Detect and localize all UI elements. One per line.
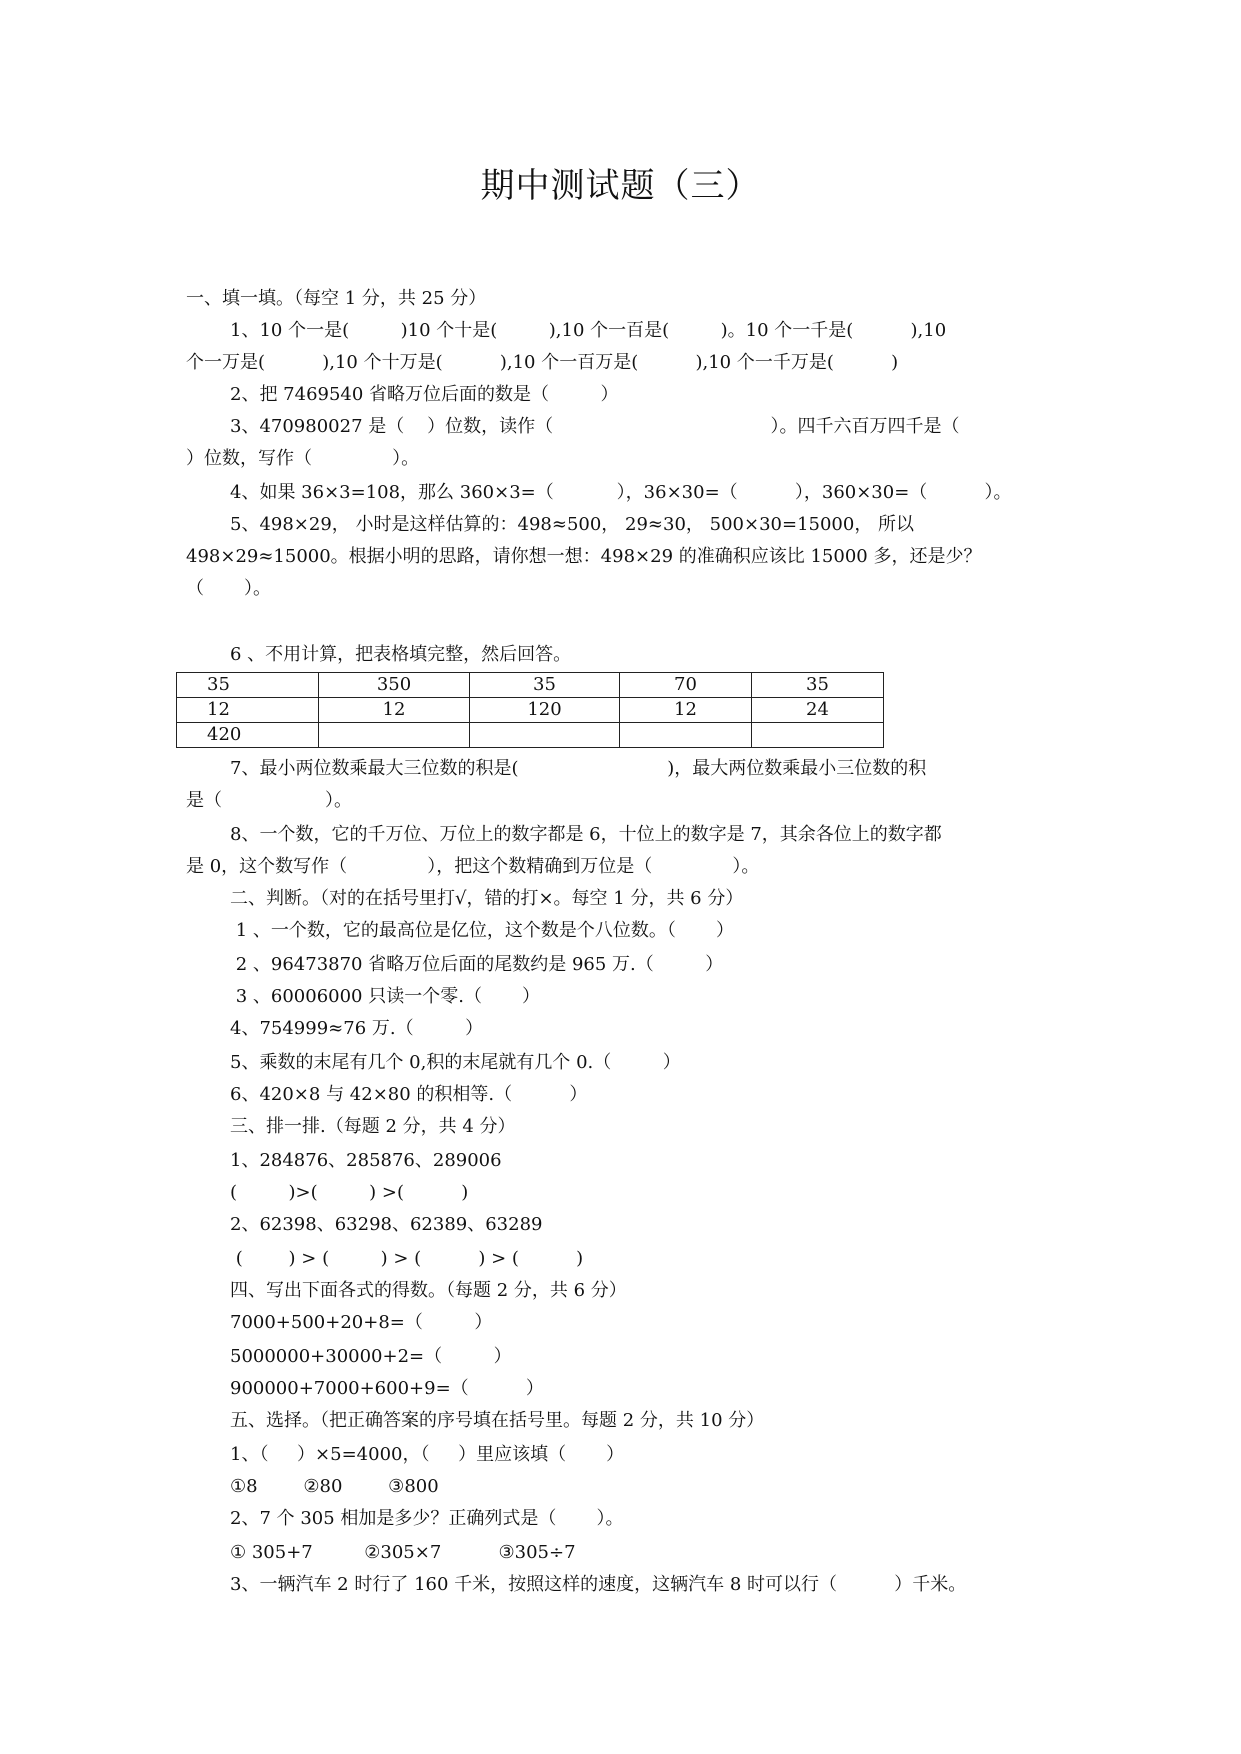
sum-item-3: 900000+7000+600+9=（ ） <box>230 1378 544 1399</box>
q1-line2: 个一万是( ),10 个十万是( ),10 个一百万是( ),10 个一千万是( ) <box>186 352 899 373</box>
multiplication-table <box>176 672 884 748</box>
table-cell: 35 <box>177 673 319 698</box>
table-cell: 350 <box>319 673 470 698</box>
q3-line1: 3、470980027 是（ ）位数，读作（ ）。四千六百万四千是（ <box>230 416 960 437</box>
q7-line2: 是（ ）。 <box>186 790 352 811</box>
q1-line1: 1、10 个一是( )10 个十是( ),10 个一百是( )。10 个一千是( ),10 <box>230 320 947 341</box>
judge-item-5: 5、乘数的末尾有几个 0,积的末尾就有几个 0.（ ） <box>230 1052 681 1073</box>
order-q2: 2、62398、63298、62389、63289 <box>230 1214 543 1235</box>
section5-heading: 五、选择。（把正确答案的序号填在括号里。每题 2 分，共 10 分） <box>230 1410 765 1431</box>
table-cell: 12 <box>319 698 470 723</box>
table-cell: 120 <box>470 698 620 723</box>
choice-q3: 3、一辆汽车 2 时行了 160 千米，按照这样的速度，这辆汽车 8 时可以行（ ）千米。 <box>230 1574 967 1595</box>
choice-q2-options: ① 305+7 ②305×7 ③305÷7 <box>230 1542 576 1563</box>
section1-heading: 一、填一填。（每空 1 分，共 25 分） <box>186 288 487 309</box>
table-cell-empty[interactable] <box>470 723 620 748</box>
judge-item-2: 2 、96473870 省略万位后面的尾数约是 965 万.（ ） <box>230 954 724 975</box>
q5-line3: （ ）。 <box>186 578 272 599</box>
judge-item-4: 4、754999≈76 万.（ ） <box>230 1018 484 1039</box>
sum-item-2: 5000000+30000+2=（ ） <box>230 1346 512 1367</box>
page-title: 期中测试题（三） <box>480 166 761 206</box>
q8-line2: 是 0，这个数写作（ ），把这个数精确到万位是（ ）。 <box>186 856 760 877</box>
section3-heading: 三、排一排.（每题 2 分，共 4 分） <box>230 1116 516 1137</box>
table-cell: 12 <box>620 698 752 723</box>
q7-line1: 7、最小两位数乘最大三位数的积是( )，最大两位数乘最小三位数的积 <box>230 758 927 779</box>
table-cell: 12 <box>177 698 319 723</box>
q5-line2: 498×29≈15000。根据小明的思路，请你想一想：498×29 的准确积应该比 15000 多，还是少？ <box>186 546 982 567</box>
q4: 4、如果 36×3=108，那么 360×3=（ ），36×30=（ ），360×30=（ ）。 <box>230 482 1012 503</box>
table-cell-empty[interactable] <box>752 723 884 748</box>
q5-line1: 5、498×29， 小时是这样估算的：498≈500， 29≈30， 500×30=15000， 所以 <box>230 514 915 535</box>
table-cell: 24 <box>752 698 884 723</box>
order-q2-answer: ( ) > ( ) > ( ) > ( ) <box>230 1248 584 1269</box>
table-cell: 35 <box>752 673 884 698</box>
sum-item-1: 7000+500+20+8=（ ） <box>230 1312 493 1333</box>
q2: 2、把 7469540 省略万位后面的数是（ ） <box>230 384 619 405</box>
table-cell: 70 <box>620 673 752 698</box>
q8-line1: 8、一个数，它的千万位、万位上的数字都是 6，十位上的数字是 7，其余各位上的数字都 <box>230 824 942 845</box>
table-row <box>177 723 884 748</box>
order-q1-answer: ( )>( ) >( ) <box>230 1182 469 1203</box>
choice-q2: 2、7 个 305 相加是多少？正确列式是（ ）。 <box>230 1508 624 1529</box>
order-q1: 1、284876、285876、289006 <box>230 1150 502 1171</box>
section2-heading: 二、判断。（对的在括号里打√，错的打×。每空 1 分，共 6 分） <box>230 888 744 909</box>
table-cell-empty[interactable] <box>620 723 752 748</box>
judge-item-6: 6、420×8 与 42×80 的积相等.（ ） <box>230 1084 588 1105</box>
table-cell-empty[interactable] <box>319 723 470 748</box>
section4-heading: 四、写出下面各式的得数。（每题 2 分，共 6 分） <box>230 1280 627 1301</box>
judge-item-3: 3 、60006000 只读一个零.（ ） <box>230 986 541 1007</box>
choice-q1-options: ①8 ②80 ③800 <box>230 1476 439 1497</box>
table-row <box>177 698 884 723</box>
q3-line2: ）位数，写作（ ）。 <box>186 448 420 469</box>
q6: 6 、不用计算，把表格填完整，然后回答。 <box>230 644 572 665</box>
choice-q1: 1、（ ）×5=4000，（ ）里应该填（ ） <box>230 1444 625 1465</box>
judge-item-1: 1 、一个数，它的最高位是亿位，这个数是个八位数。（ ） <box>230 920 734 941</box>
table-cell: 420 <box>177 723 319 748</box>
table-cell: 35 <box>470 673 620 698</box>
table-row <box>177 673 884 698</box>
